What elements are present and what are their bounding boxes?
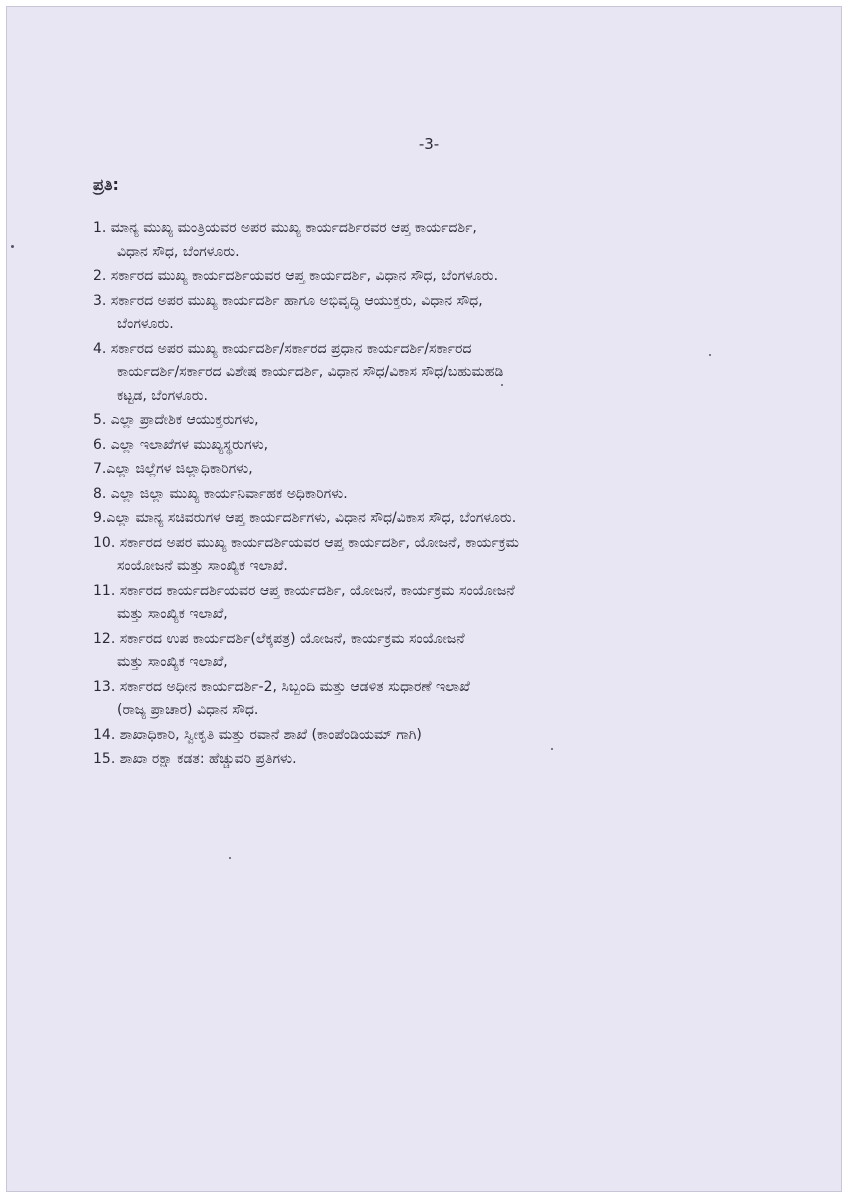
distribution-list-line: ಮತ್ತು ಸಾಂಖ್ಯಿಕ ಇಲಾಖೆ,	[117, 654, 228, 670]
distribution-list-item	[93, 458, 743, 482]
distribution-list-item	[93, 507, 743, 531]
copy-to-heading: ಪ್ರತಿ:	[93, 175, 119, 194]
distribution-list-line: 9.ಎಲ್ಲಾ ಮಾನ್ಯ ಸಚಿವರುಗಳ ಆಪ್ತ ಕಾರ್ಯದರ್ಶಿಗಳು, ವಿಧಾನ ಸೌಧ/ವಿಕಾಸ ಸೌಧ, ಬೆಂಗಳೂರು.	[93, 510, 517, 526]
distribution-list-item	[93, 483, 743, 507]
distribution-list-item	[93, 409, 743, 433]
distribution-list-item	[93, 532, 743, 579]
distribution-list-item	[93, 748, 743, 772]
distribution-list-line: ಬೆಂಗಳೂರು.	[117, 316, 174, 332]
distribution-list-line: ಕಟ್ಟಡ, ಬೆಂಗಳೂರು.	[117, 387, 209, 404]
distribution-list-line: 14. ಶಾಖಾಧಿಕಾರಿ, ಸ್ವೀಕೃತಿ ಮತ್ತು ರವಾನೆ ಶಾಖೆ (ಕಾಂಪೆಂಡಿಯಮ್ ಗಾಗಿ)	[93, 726, 422, 743]
distribution-list-line: 7.ಎಲ್ಲಾ ಜಿಲ್ಲೆಗಳ ಜಿಲ್ಲಾಧಿಕಾರಿಗಳು,	[93, 461, 253, 477]
scan-speck	[501, 384, 503, 386]
distribution-list	[93, 217, 743, 773]
scan-speck	[229, 857, 231, 859]
distribution-list-line: 3. ಸರ್ಕಾರದ ಅಪರ ಮುಖ್ಯ ಕಾರ್ಯದರ್ಶಿ ಹಾಗೂ ಅಭಿವೃದ್ಧಿ ಆಯುಕ್ತರು, ವಿಧಾನ ಸೌಧ,	[93, 292, 483, 309]
distribution-list-line: ಮತ್ತು ಸಾಂಖ್ಯಿಕ ಇಲಾಖೆ,	[117, 606, 228, 622]
distribution-list-line: (ರಾಜ್ಯ ಪ್ರಾಚಾರ) ವಿಧಾನ ಸೌಧ.	[117, 702, 259, 718]
distribution-list-line: 11. ಸರ್ಕಾರದ ಕಾರ್ಯದರ್ಶಿಯವರ ಆಪ್ತ ಕಾರ್ಯದರ್ಶಿ, ಯೋಜನೆ, ಕಾರ್ಯಕ್ರಮ ಸಂಯೋಜನೆ	[93, 582, 515, 599]
scan-speck	[551, 748, 553, 750]
distribution-list-line: 1. ಮಾನ್ಯ ಮುಖ್ಯ ಮಂತ್ರಿಯವರ ಅಪರ ಮುಖ್ಯ ಕಾರ್ಯದರ್ಶಿರವರ ಆಪ್ತ ಕಾರ್ಯದರ್ಶಿ,	[93, 220, 477, 236]
distribution-list-item	[93, 628, 743, 675]
scan-speck	[11, 245, 14, 248]
distribution-list-line: 8. ಎಲ್ಲಾ ಜಿಲ್ಲಾ ಮುಖ್ಯ ಕಾರ್ಯನಿರ್ವಾಹಕ ಅಧಿಕಾರಿಗಳು.	[93, 485, 348, 502]
distribution-list-line: 10. ಸರ್ಕಾರದ ಅಪರ ಮುಖ್ಯ ಕಾರ್ಯದರ್ಶಿಯವರ ಆಪ್ತ ಕಾರ್ಯದರ್ಶಿ, ಯೋಜನೆ, ಕಾರ್ಯಕ್ರಮ	[93, 534, 519, 551]
distribution-list-line: 6. ಎಲ್ಲಾ ಇಲಾಖೆಗಳ ಮುಖ್ಯಸ್ಥರುಗಳು,	[93, 436, 269, 453]
distribution-list-line: 13. ಸರ್ಕಾರದ ಅಧೀನ ಕಾರ್ಯದರ್ಶಿ-2, ಸಿಬ್ಬಂದಿ ಮತ್ತು ಆಡಳಿತ ಸುಧಾರಣೆ ಇಲಾಖೆ	[93, 678, 470, 695]
document-page	[6, 6, 842, 1192]
distribution-list-item	[93, 580, 743, 627]
distribution-list-item	[93, 724, 743, 748]
distribution-list-line: ಸಂಯೋಜನೆ ಮತ್ತು ಸಾಂಖ್ಯಿಕ ಇಲಾಖೆ.	[117, 558, 288, 574]
distribution-list-line: 2. ಸರ್ಕಾರದ ಮುಖ್ಯ ಕಾರ್ಯದರ್ಶಿಯವರ ಆಪ್ತ ಕಾರ್ಯದರ್ಶಿ, ವಿಧಾನ ಸೌಧ, ಬೆಂಗಳೂರು.	[93, 268, 499, 284]
distribution-list-item	[93, 676, 743, 723]
distribution-list-item	[93, 338, 743, 409]
distribution-list-line: 15. ಶಾಖಾ ರಕ್ಷಾ ಕಡತ: ಹೆಚ್ಚುವರಿ ಪ್ರತಿಗಳು.	[93, 751, 297, 767]
page-number: -3-	[418, 135, 440, 153]
distribution-list-line: 12. ಸರ್ಕಾರದ ಉಪ ಕಾರ್ಯದರ್ಶಿ(ಲೆಕ್ಕಪತ್ರ) ಯೋಜನೆ, ಕಾರ್ಯಕ್ರಮ ಸಂಯೋಜನೆ	[93, 630, 465, 647]
distribution-list-line: ವಿಧಾನ ಸೌಧ, ಬೆಂಗಳೂರು.	[117, 243, 240, 260]
distribution-list-item	[93, 290, 743, 337]
distribution-list-item	[93, 217, 743, 264]
distribution-list-item	[93, 434, 743, 458]
distribution-list-line: 4. ಸರ್ಕಾರದ ಅಪರ ಮುಖ್ಯ ಕಾರ್ಯದರ್ಶಿ/ಸರ್ಕಾರದ ಪ್ರಧಾನ ಕಾರ್ಯದರ್ಶಿ/ಸರ್ಕಾರದ	[93, 340, 472, 357]
distribution-list-line: 5. ಎಲ್ಲಾ ಪ್ರಾದೇಶಿಕ ಆಯುಕ್ತರುಗಳು,	[93, 412, 259, 428]
distribution-list-line: ಕಾರ್ಯದರ್ಶಿ/ಸರ್ಕಾರದ ವಿಶೇಷ ಕಾರ್ಯದರ್ಶಿ, ವಿಧಾನ ಸೌಧ/ವಿಕಾಸ ಸೌಧ/ಬಹುಮಹಡಿ	[117, 364, 504, 380]
scan-speck	[709, 354, 711, 356]
distribution-list-item	[93, 265, 743, 289]
